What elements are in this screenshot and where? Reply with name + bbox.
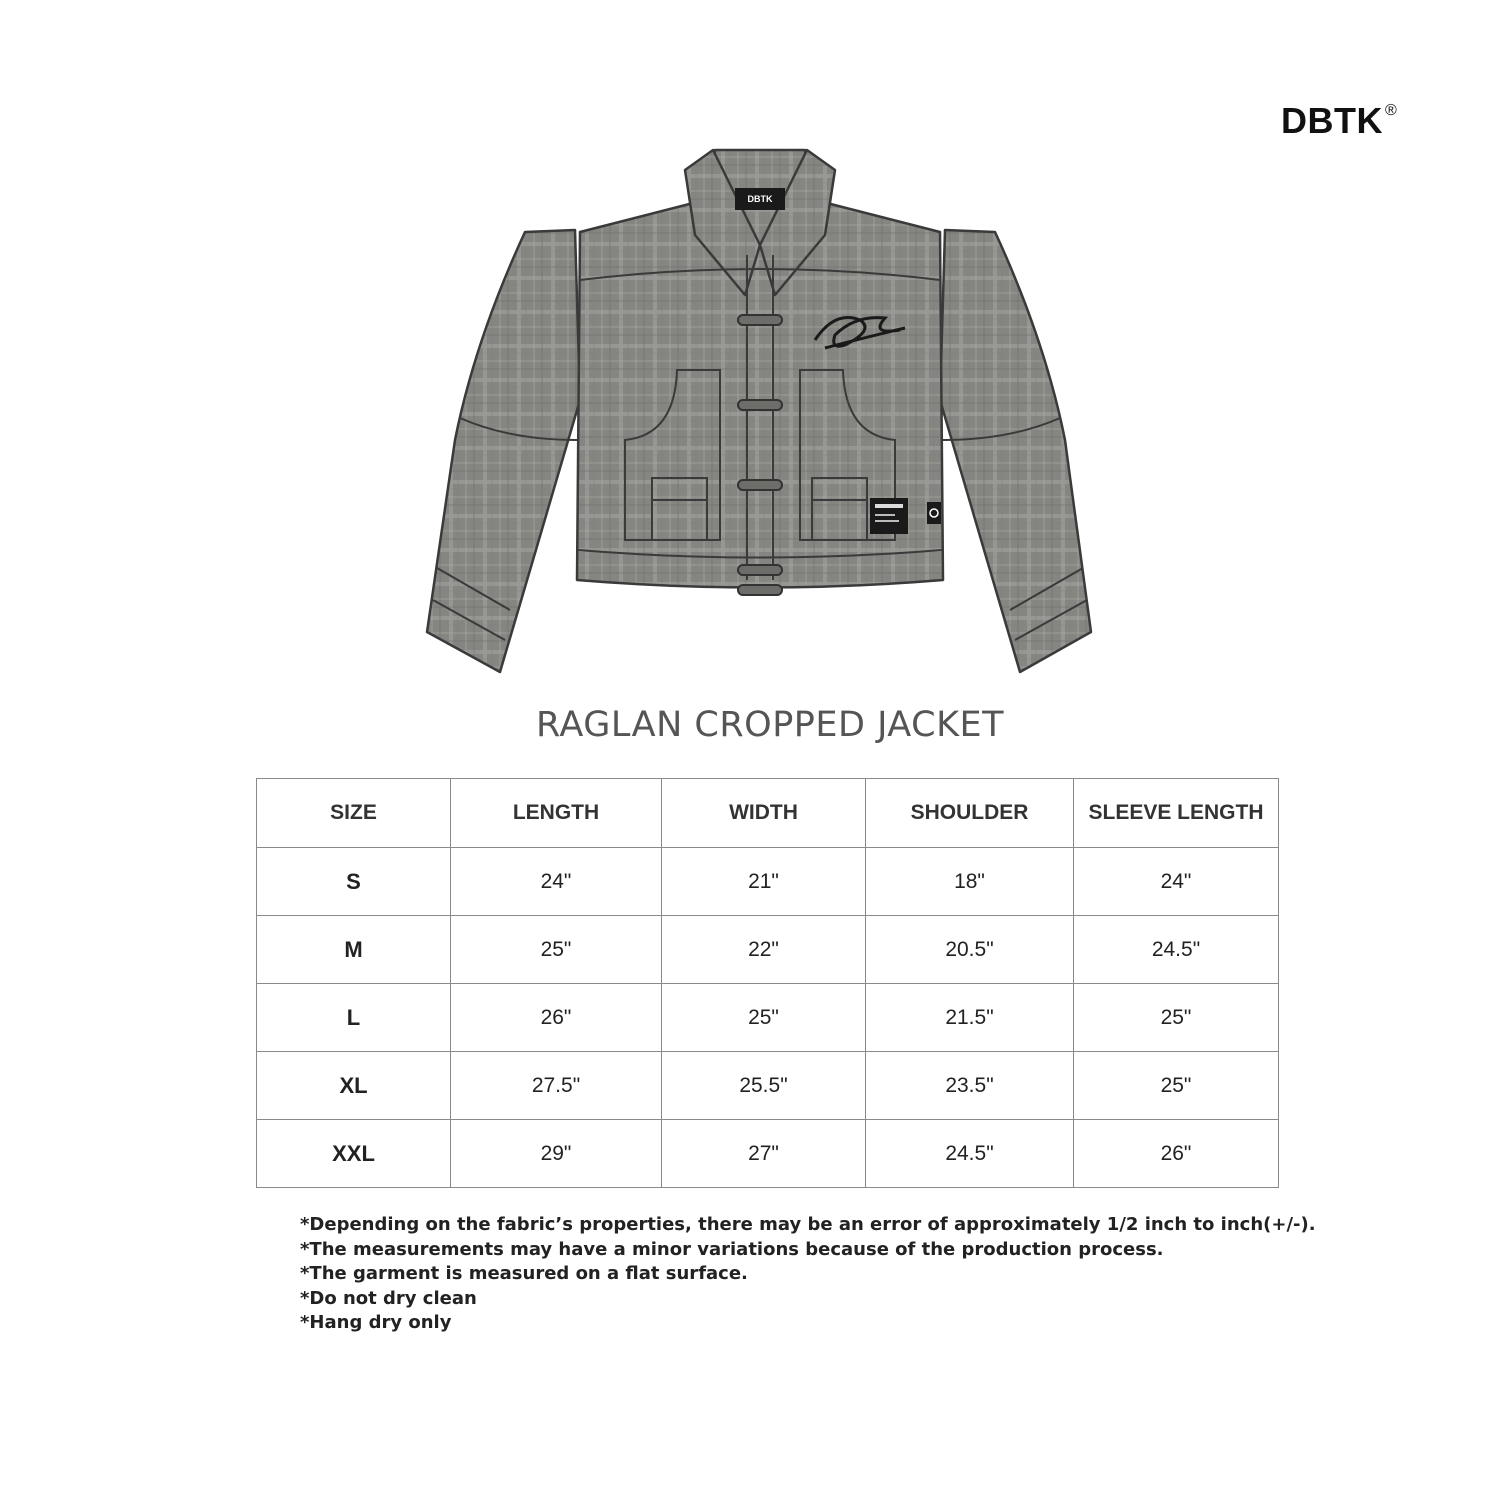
length-cell: 29" bbox=[451, 1120, 662, 1188]
note-fabric-tolerance: *Depending on the fabric’s properties, there may be an error of approximately 1/2 inch to inch(+/-). bbox=[300, 1214, 1316, 1235]
table-row bbox=[257, 1052, 1279, 1120]
size-chart-table bbox=[256, 778, 1279, 1188]
shoulder-cell: 23.5" bbox=[866, 1052, 1074, 1120]
brand-logo bbox=[1281, 100, 1397, 142]
sleeve-length-cell: 24.5" bbox=[1074, 916, 1279, 984]
note-no-dry-clean: *Do not dry clean bbox=[300, 1287, 477, 1309]
sleeve-length-cell: 25" bbox=[1074, 984, 1279, 1052]
header-shoulder: SHOULDER bbox=[866, 779, 1074, 848]
header-length: LENGTH bbox=[451, 779, 662, 848]
length-cell: 25" bbox=[451, 916, 662, 984]
care-notes bbox=[300, 1213, 1316, 1336]
header-sleeve-length: SLEEVE LENGTH bbox=[1074, 779, 1279, 848]
length-cell: 26" bbox=[451, 984, 662, 1052]
header-width: WIDTH bbox=[662, 779, 866, 848]
table-row bbox=[257, 848, 1279, 916]
size-cell: S bbox=[257, 848, 451, 916]
table-row bbox=[257, 1120, 1279, 1188]
table-row bbox=[257, 916, 1279, 984]
sleeve-length-cell: 24" bbox=[1074, 848, 1279, 916]
table-header-row bbox=[257, 779, 1279, 848]
sleeve-length-cell: 25" bbox=[1074, 1052, 1279, 1120]
shoulder-cell: 18" bbox=[866, 848, 1074, 916]
width-cell: 21" bbox=[662, 848, 866, 916]
size-cell: XXL bbox=[257, 1120, 451, 1188]
note-flat-measurement: *The garment is measured on a flat surface. bbox=[300, 1263, 748, 1284]
shoulder-cell: 20.5" bbox=[866, 916, 1074, 984]
width-cell: 27" bbox=[662, 1120, 866, 1188]
neck-label-text: DBTK bbox=[747, 194, 773, 204]
jacket-illustration bbox=[415, 140, 1105, 685]
product-title: RAGLAN CROPPED JACKET bbox=[535, 705, 1005, 745]
length-cell: 24" bbox=[451, 848, 662, 916]
width-cell: 25" bbox=[662, 984, 866, 1052]
size-cell: M bbox=[257, 916, 451, 984]
note-hang-dry: *Hang dry only bbox=[300, 1312, 452, 1333]
shoulder-cell: 24.5" bbox=[866, 1120, 1074, 1188]
shoulder-cell: 21.5" bbox=[866, 984, 1074, 1052]
size-cell: XL bbox=[257, 1052, 451, 1120]
width-cell: 22" bbox=[662, 916, 866, 984]
length-cell: 27.5" bbox=[451, 1052, 662, 1120]
width-cell: 25.5" bbox=[662, 1052, 866, 1120]
note-production-variation: *The measurements may have a minor variations because of the production process. bbox=[300, 1238, 1164, 1260]
brand-name: DBTK bbox=[1281, 100, 1383, 141]
sleeve-length-cell: 26" bbox=[1074, 1120, 1279, 1188]
header-size: SIZE bbox=[257, 779, 451, 848]
table-row bbox=[257, 984, 1279, 1052]
size-cell: L bbox=[257, 984, 451, 1052]
registered-mark: ® bbox=[1384, 102, 1398, 119]
